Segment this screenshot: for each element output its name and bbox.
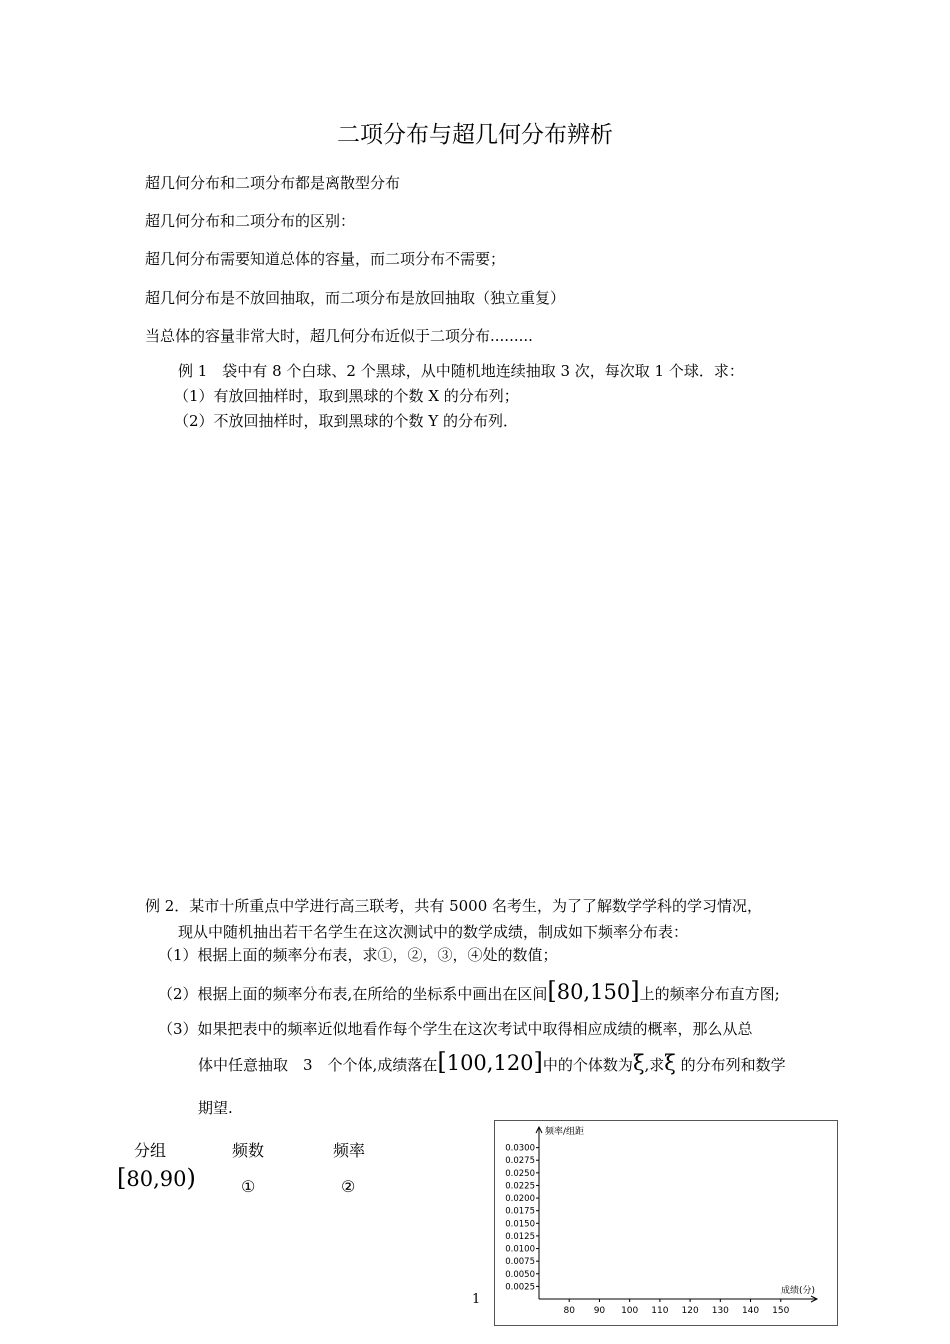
intro-line-1: 超几何分布和二项分布都是离散型分布 — [145, 174, 401, 192]
histogram-svg — [495, 1121, 839, 1327]
y-tick-label: 0.0075 — [505, 1257, 535, 1268]
example2-stem-line-1: 例 2．某市十所重点中学进行高三联考，共有 5000 名考生，为了了解数学学科的学习情况， — [145, 897, 763, 915]
y-tick-label: 0.0150 — [505, 1219, 535, 1230]
interval-bracket: [ — [117, 1164, 127, 1192]
interval-bracket: ) — [186, 1164, 196, 1192]
x-tick-label: 110 — [651, 1306, 669, 1316]
example2-question-1: （1）根据上面的频率分布表，求①，②，③，④处的数值； — [158, 946, 558, 964]
q2-text-pre: （2）根据上面的频率分布表,在所给的坐标系中画出在区间 — [158, 985, 548, 1003]
q3-text-post: 的分布列和数学 — [675, 1056, 786, 1074]
x-tick-label: 150 — [772, 1306, 790, 1316]
y-tick-label: 0.0250 — [505, 1168, 535, 1179]
y-tick-label: 0.0300 — [505, 1143, 535, 1154]
intro-line-2: 超几何分布和二项分布的区别： — [145, 212, 356, 230]
y-tick-label: 0.0050 — [505, 1269, 535, 1280]
table-cell-count: ① — [241, 1177, 256, 1196]
q3-text-pre: 体中任意抽取 3 个个体,成绩落在 — [198, 1056, 438, 1074]
x-axis-label: 成绩(分) — [780, 1286, 815, 1296]
q3-interval: 100,120 — [446, 1051, 534, 1075]
xi-symbol: ξ — [664, 1051, 676, 1075]
q2-text-post: 上的频率分布直方图; — [639, 985, 780, 1003]
y-tick-label: 0.0125 — [505, 1231, 535, 1242]
x-tick-label: 130 — [711, 1306, 729, 1316]
intro-line-5: 当总体的容量非常大时，超几何分布近似于二项分布......... — [145, 327, 533, 345]
page-number: 1 — [472, 1292, 481, 1307]
y-tick-label: 0.0175 — [505, 1206, 535, 1217]
example2-stem-line-2: 现从中随机抽出若干名学生在这次测试中的数学成绩，制成如下频率分布表： — [178, 923, 689, 941]
table-cell-frequency: ② — [341, 1177, 356, 1196]
example2-question-2 — [158, 977, 780, 1005]
interval-bracket: ] — [630, 977, 640, 1005]
y-tick-label: 0.0225 — [505, 1181, 535, 1192]
example2-question-3-line-1: （3）如果把表中的频率近似地看作每个学生在这次考试中取得相应成绩的概率，那么从总 — [158, 1020, 753, 1038]
x-tick-label: 80 — [563, 1306, 575, 1316]
x-tick-label: 90 — [593, 1306, 606, 1316]
group-interval: 80,90 — [126, 1167, 187, 1191]
interval-bracket: ] — [533, 1048, 543, 1076]
table-cell-group — [117, 1164, 196, 1192]
y-axis-label: 频率/组距 — [545, 1127, 585, 1137]
y-tick-label: 0.0100 — [505, 1244, 535, 1255]
interval-bracket: [ — [547, 977, 557, 1005]
x-tick-label: 140 — [741, 1306, 760, 1316]
example2-question-3-line-3: 期望. — [198, 1099, 233, 1117]
y-tick-label: 0.0275 — [505, 1156, 535, 1167]
q3-text-mid2: ,求 — [644, 1056, 665, 1074]
x-tick-label: 120 — [681, 1306, 699, 1316]
interval-bracket: [ — [437, 1048, 447, 1076]
histogram-axes — [494, 1120, 838, 1326]
x-tick-label: 100 — [621, 1306, 639, 1316]
table-header-group: 分组 — [134, 1141, 167, 1160]
table-header-frequency: 频率 — [333, 1141, 366, 1160]
example2-question-3-line-2 — [198, 1048, 786, 1076]
example1-stem: 例 1 袋中有 8 个白球、2 个黑球，从中随机地连续抽取 3 次，每次取 1 个球．求： — [178, 362, 744, 380]
y-tick-label: 0.0200 — [505, 1194, 535, 1205]
example1-question-1: （1）有放回抽样时，取到黑球的个数 X 的分布列； — [174, 387, 519, 405]
y-tick-label: 0.0025 — [505, 1282, 535, 1293]
example1-question-2: （2）不放回抽样时，取到黑球的个数 Y 的分布列． — [174, 412, 518, 430]
page-title: 二项分布与超几何分布辨析 — [337, 122, 613, 148]
q2-interval: 80,150 — [556, 980, 631, 1004]
q3-text-mid: 中的个体数为 — [542, 1056, 633, 1074]
intro-line-4: 超几何分布是不放回抽取，而二项分布是放回抽取（独立重复） — [145, 289, 566, 307]
intro-line-3: 超几何分布需要知道总体的容量，而二项分布不需要； — [145, 250, 506, 268]
table-header-count: 频数 — [232, 1141, 265, 1160]
xi-symbol: ξ — [632, 1051, 645, 1075]
